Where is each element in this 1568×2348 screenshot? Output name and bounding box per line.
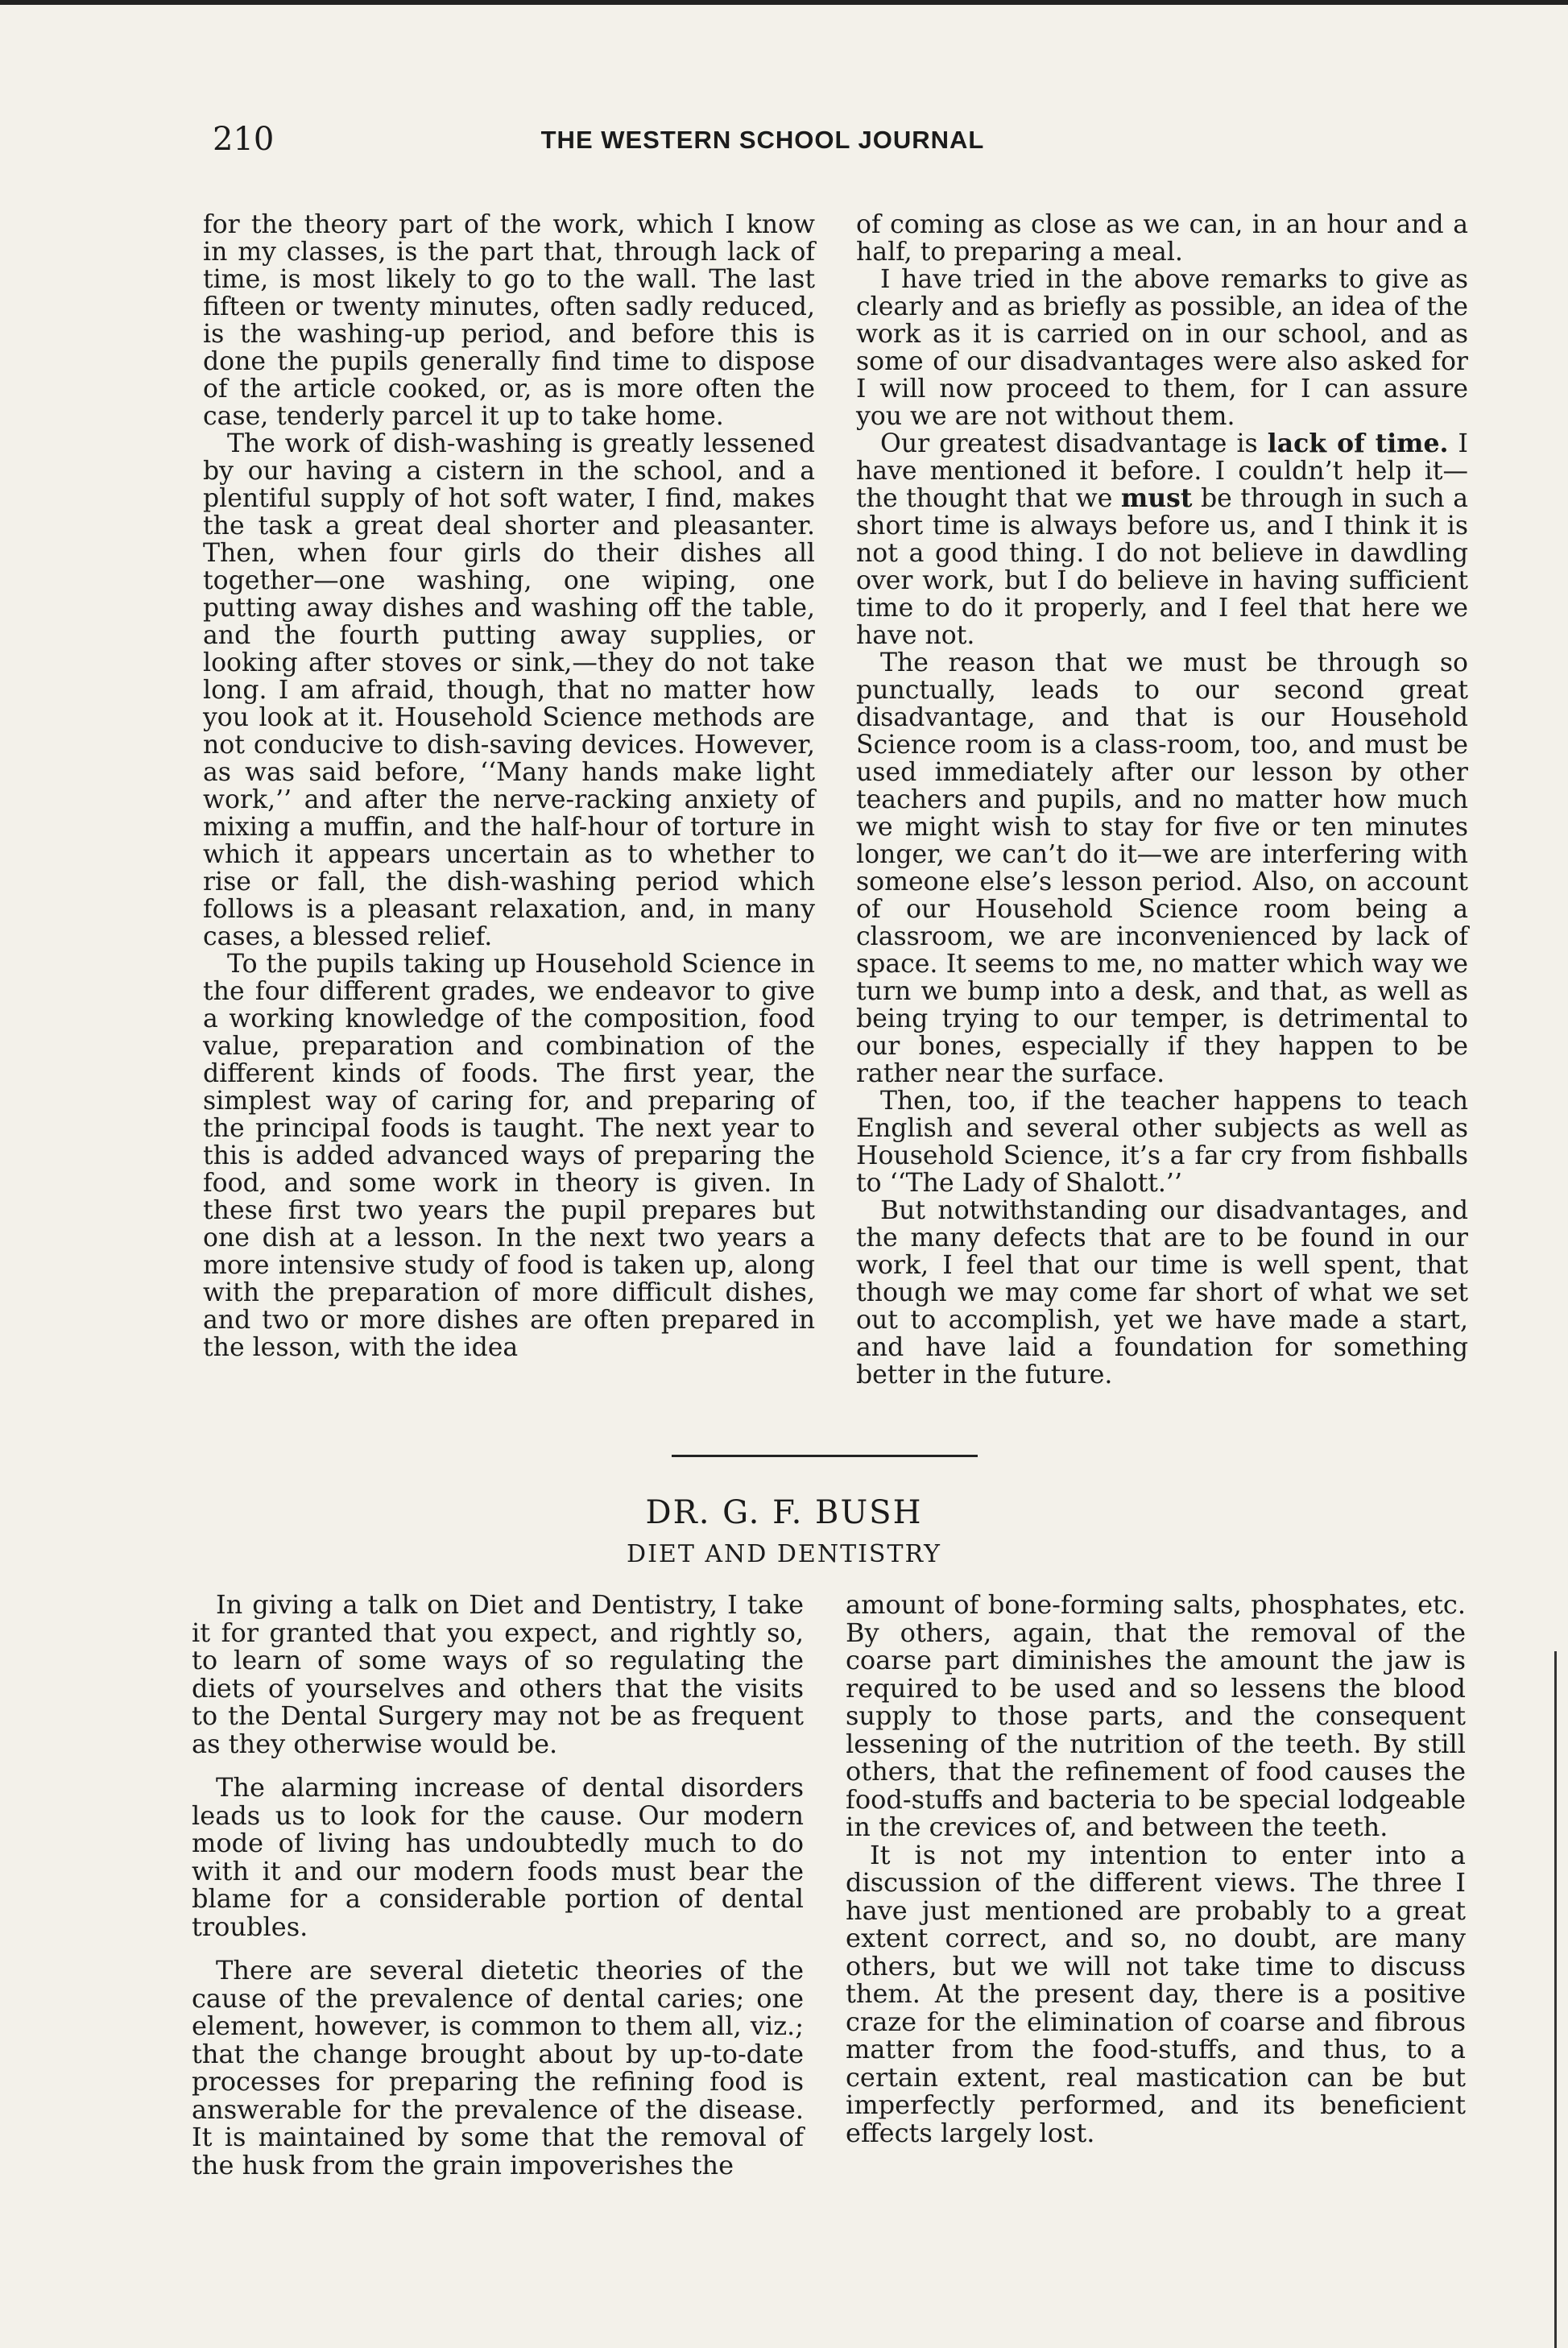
paragraph: I have tried in the above remarks to give as clearly and as briefly as possible, an idea of the work as it is carried on in our school, and as some of our disadvantages were also asked for I will now proceed to them, for I can assure you we are not without them. (856, 265, 1468, 431)
paragraph: It is not my intention to enter into a discussion of the different views. The three I have just mentioned are probably to a great extent correct, and so, no doubt, are many others, but we will not take time to discuss them. At the present day, there is a positive craze for the elimination of coarse and fibrous matter from the food-stuffs, and thus, to a certain extent, real mastication can be but imperfectly performed, and its beneficient effects largely lost. (846, 1839, 1466, 2148)
text-run: be through in such a short time is always before us, and I think it is not a good thing. I do not believe in dawdling over work, but I do believe in having sufficient time to do it properly, and I feel that here we have not. (856, 484, 1468, 650)
paragraph: But notwithstanding our disadvantages, and the many defects that are to be found in our work, I feel that our time is well spent, that though we may come far short of what we set out to accomplish, yet we have made a start, and have laid a foundation for something better in the future. (856, 1196, 1468, 1389)
article-subtitle: DIET AND DENTISTRY (627, 1540, 941, 1568)
emphasis-lack-of-time: lack of time. (1267, 429, 1449, 458)
paragraph: amount of bone-forming salts, phosphates, etc. By others, again, that the removal of the coarse part diminishes the amount the jaw is required to be used and so lessens the blood supply to those parts, and the consequent lessening of the nutrition of the teeth. By still others, that the refinement of food causes the food-stuffs and bacteria to be special lodgeable in the crevices of, and between the teeth. (846, 1589, 1466, 1842)
upper-right-column (856, 211, 1468, 1389)
text-run: I have mentioned it before. I couldn’t help it—the thought that we (856, 429, 1468, 513)
paragraph (856, 430, 1468, 649)
article-author-title: DR. G. F. BUSH (645, 1494, 923, 1531)
upper-left-column (203, 211, 815, 1361)
paragraph: The alarming increase of dental disorders leads us to look for the cause. Our modern mode of living has undoubtedly much to do with it and our modern foods must bear the blame for a considerable portion of dental troubles. (192, 1772, 804, 1942)
page-top-edge (0, 0, 1568, 5)
page-edge-shadow (1554, 1651, 1557, 2348)
paragraph: The work of dish-washing is greatly lessened by our having a cistern in the school, and a plentiful supply of hot soft water, I find, makes the task a great deal shorter and pleasanter. Then, when four girls do their dishes all together—one washing, one wiping, one putting away dishes and washing off the table, and the fourth putting away supplies, or looking after stoves or sink,—they do not take long. I am afraid, though, that no matter how you look at it. Household Science methods are not conducive to dish-saving devices. However, as was said before, ‘‘Many hands make light work,’’ and after the nerve-racking anxiety of mixing a muffin, and the half-hour of torture in which it appears uncertain as to whether to rise or fall, the dish-washing period which follows is a pleasant relaxation, and, in many cases, a blessed relief. (203, 429, 815, 951)
page-number: 210 (213, 121, 275, 158)
emphasis-must: must (1120, 483, 1193, 513)
paragraph: of coming as close as we can, in an hour and a half, to preparing a meal. (856, 210, 1468, 267)
paragraph: To the pupils taking up Household Science in the four different grades, we endeavor to give a working knowledge of the composition, food value, preparation and combination of the different kinds of foods. The first year, the simplest way of caring for, and preparing of the principal foods is taught. The next year to this is added advanced ways of preparing the food, and some work in theory is given. In these first two years the pupil prepares but one dish at a lesson. In the next two years a more intensive study of food is taken up, along with the preparation of more difficult dishes, and two or more dishes are often prepared in the lesson, with the idea (203, 950, 815, 1362)
article-right-column (846, 1591, 1466, 2147)
paragraph: for the theory part of the work, which I know in my classes, is the part that, through lack of time, is most likely to go to the wall. The last fifteen or twenty minutes, often sadly reduced, is the washing-up period, and before this is done the pupils generally find time to dispose of the article cooked, or, as is more often the case, tenderly parcel it up to take home. (203, 210, 815, 431)
paragraph: The reason that we must be through so punctually, leads to our second great disadvantage, and that is our Household Science room is a class-room, too, and must be used immediately after our lesson by other teachers and pupils, and no matter how much we might wish to stay for five or ten minutes longer, we can’t do it—we are interfering with someone else’s lesson period. Also, on account of our Household Science room being a classroom, we are inconvenienced by lack of space. It seems to me, no matter which way we turn we bump into a desk, and that, as well as being trying to our temper, is detrimental to our bones, especially if they happen to be rather near the surface. (856, 648, 1468, 1088)
article-left-column (192, 1591, 804, 2179)
journal-title: THE WESTERN SCHOOL JOURNAL (540, 126, 985, 154)
paragraph: Then, too, if the teacher happens to teach English and several other subjects as well as Household Science, it’s a far cry from fishballs to ‘‘The Lady of Shalott.’’ (856, 1087, 1468, 1198)
paragraph: In giving a talk on Diet and Dentistry, I take it for granted that you expect, and rightly so, to learn of some ways of so regulating the diets of yourselves and others that the visits to the Dental Surgery may not be as frequent as they otherwise would be. (192, 1589, 804, 1759)
section-divider (672, 1455, 978, 1457)
running-head (203, 121, 1322, 161)
text-run: Our greatest disadvantage is (880, 429, 1268, 458)
paragraph: There are several dietetic theories of the cause of the prevalence of dental caries; one element, however, is common to them all, viz.; that the change brought about by up-to-date processes for preparing the refining food is answerable for the prevalence of the disease. It is maintained by some that the removal of the husk from the grain impoverishes the (192, 1955, 804, 2180)
